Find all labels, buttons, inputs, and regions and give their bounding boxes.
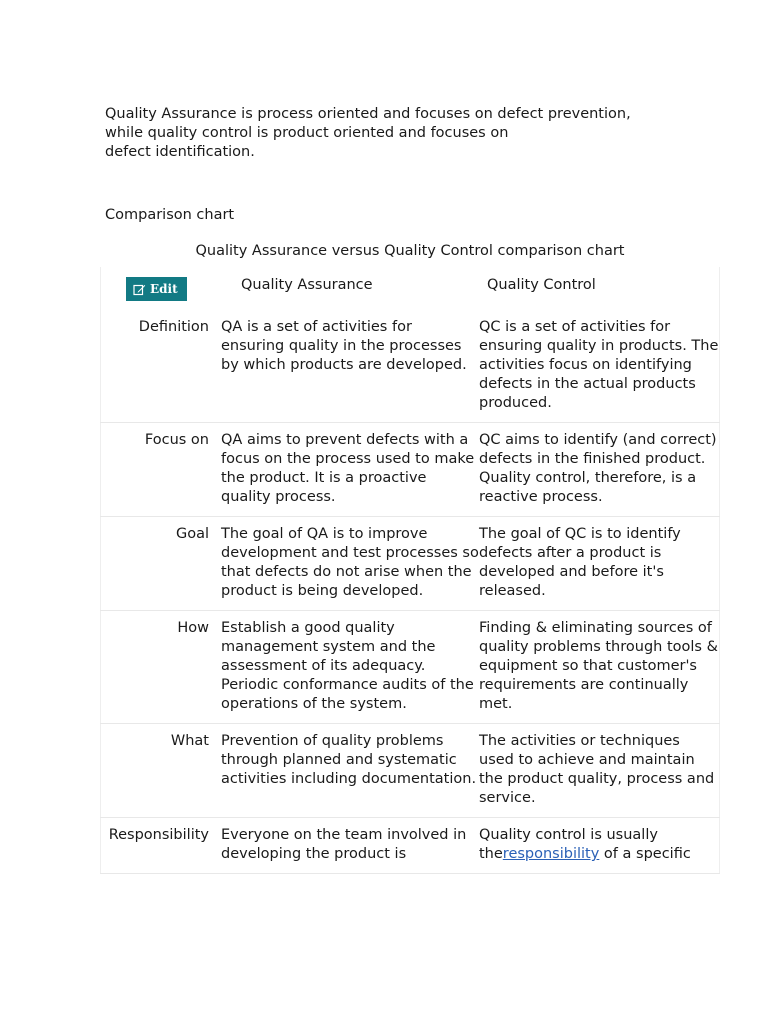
- column-header-quality-control: Quality Control: [479, 267, 720, 310]
- qc-cell-line: Quality control is usually: [479, 827, 658, 843]
- intro-line: Quality Assurance is process oriented and focuses on defect prevention,: [105, 106, 631, 122]
- qc-cell: The goal of QC is to identify defects after a product is developed and before it's released.: [479, 517, 720, 611]
- column-header-quality-assurance: Quality Assurance: [241, 277, 373, 293]
- row-label: Goal: [101, 517, 222, 611]
- edit-icon: [133, 283, 146, 296]
- qa-cell: QA is a set of activities for ensuring quality in the processes by which products are developed.: [221, 310, 479, 423]
- intro-line: defect identification.: [105, 144, 255, 160]
- row-label: What: [101, 724, 222, 818]
- row-label: Focus on: [101, 423, 222, 517]
- row-label: Responsibility: [101, 818, 222, 874]
- comparison-table: [100, 267, 720, 874]
- table-row: [101, 517, 720, 611]
- table-row: [101, 611, 720, 724]
- table-row: [101, 310, 720, 423]
- qc-cell: Finding & eliminating sources of quality problems through tools & equipment so that customer's requirements are continually met.: [479, 611, 720, 724]
- edit-button[interactable]: [126, 277, 187, 301]
- intro-line: while quality control is product oriented and focuses on: [105, 125, 509, 141]
- edit-header-cell: [101, 267, 222, 310]
- qa-cell: QA aims to prevent defects with a focus on the process used to make the product. It is a proactive quality process.: [221, 423, 479, 517]
- qa-cell: Everyone on the team involved in developing the product is: [221, 818, 479, 874]
- row-label: How: [101, 611, 222, 724]
- table-row: [101, 423, 720, 517]
- qc-cell: [479, 818, 720, 874]
- qa-cell: The goal of QA is to improve development and test processes so that defects do not arise when the product is being developed.: [221, 517, 479, 611]
- qa-cell: Establish a good quality management system and the assessment of its adequacy. Periodic conformance audits of the operations of the system.: [221, 611, 479, 724]
- table-header-row: [101, 267, 720, 310]
- qa-cell: Prevention of quality problems through planned and systematic activities including documentation.: [221, 724, 479, 818]
- chart-caption: Quality Assurance versus Quality Control comparison chart: [195, 243, 625, 259]
- row-label: Definition: [101, 310, 222, 423]
- qc-cell: The activities or techniques used to achieve and maintain the product quality, process and service.: [479, 724, 720, 818]
- qc-cell-prefix: the: [479, 846, 503, 862]
- qc-cell: QC aims to identify (and correct) defects in the finished product. Quality control, therefore, is a reactive process.: [479, 423, 720, 517]
- table-row: [101, 724, 720, 818]
- qc-cell-suffix: of a specific: [599, 846, 691, 862]
- intro-paragraph: [105, 105, 665, 162]
- section-heading: Comparison chart: [105, 207, 235, 223]
- qc-cell: QC is a set of activities for ensuring quality in products. The activities focus on identifying defects in the actual products produced.: [479, 310, 720, 423]
- responsibility-link[interactable]: responsibility: [502, 846, 600, 862]
- edit-button-label: Edit: [150, 281, 178, 296]
- table-row: [101, 818, 720, 874]
